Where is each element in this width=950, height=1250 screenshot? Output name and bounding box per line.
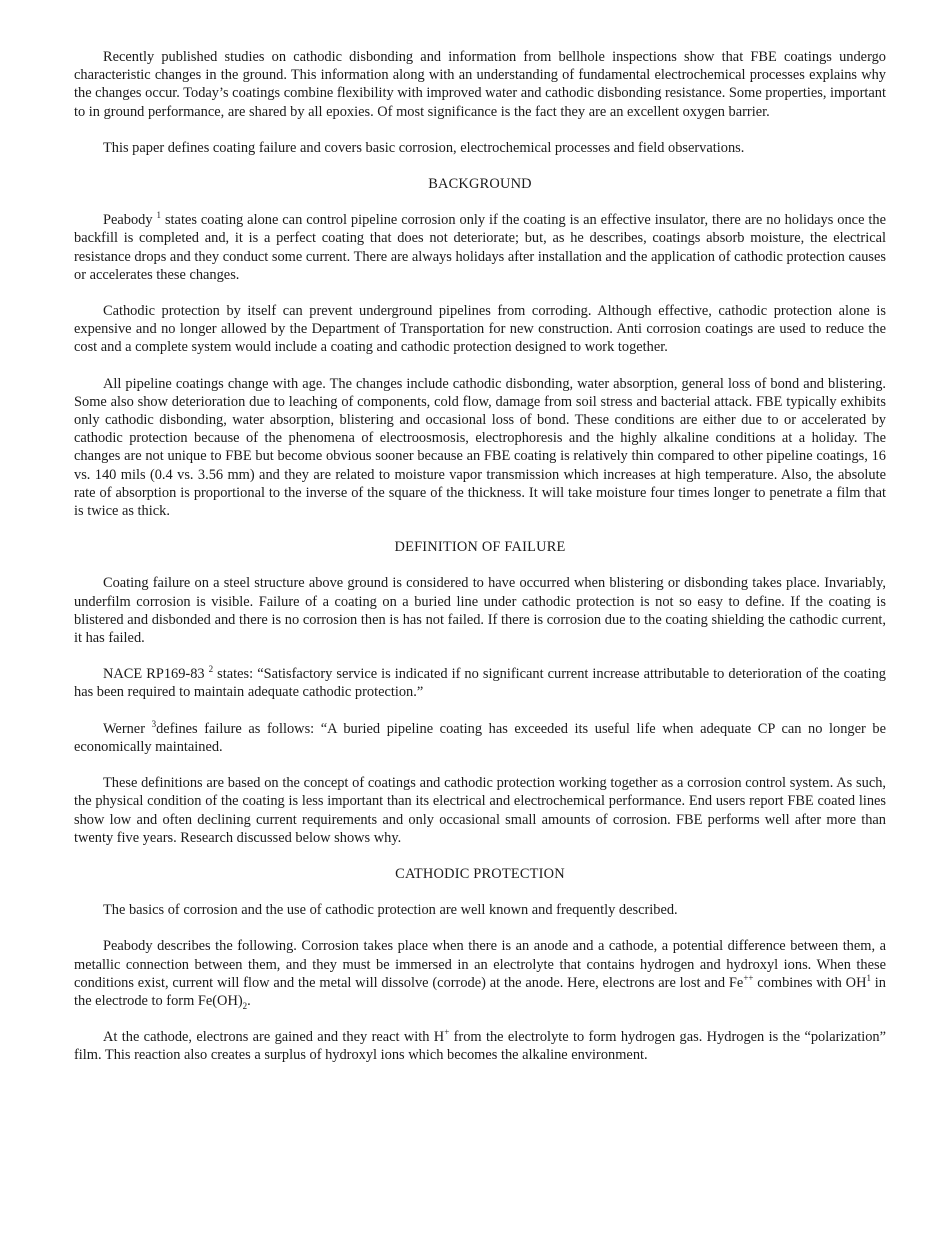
charge-superscript: +: [444, 1027, 450, 1038]
definition-paragraph-4: These definitions are based on the concept of coatings and cathodic protection working together as a corrosion control system. As such, the physical condition of the coating is less important than its electrical and electrochemical performance. End users report FBE coated lines show low and often declining current requirements and only occasional small amounts of corrosion. FBE performs well after more than twenty five years. Research discussed below shows why.: [74, 775, 886, 846]
charge-superscript: 1: [866, 972, 871, 983]
reference-marker: 1: [156, 210, 162, 221]
intro-paragraph-2: This paper defines coating failure and covers basic corrosion, electrochemical processes and field observations.: [103, 139, 745, 156]
cathodic-paragraph-2: Peabody describes the following. Corrosion takes place when there is an anode and a cathode, a potential difference between them, a metallic connection between them, and they must be immersed in an electrolyte that contains hydrogen and hydroxyl ions. When these conditions exist, current will flow and the metal will dissolve (corrode) at the anode. Here, electrons are lost and Fe++ combines with $OH^1$ in the electrode to form $Fe(OH)_2$.: [74, 938, 886, 1011]
cathodic-paragraph-1: The basics of corrosion and the use of cathodic protection are well known and frequently described.: [103, 902, 678, 919]
section-heading-background: BACKGROUND: [428, 176, 532, 193]
document-page: [74, 48, 886, 1083]
charge-superscript: ++: [743, 972, 754, 983]
cathodic-paragraph-3: At the cathode, electrons are gained and they react with H+ from the electrolyte to form hydrogen gas. Hydrogen is the “polarization” film. This reaction also creates a surplus of hydroxyl ions which becomes the alkaline environment.: [74, 1027, 886, 1064]
formula-subscript: 2: [242, 1000, 248, 1011]
definition-paragraph-1: Coating failure on a steel structure above ground is considered to have occurred when blistering or disbonding takes place. Invariably, underfilm corrosion is visible. Failure of a coating on a buried line under cathodic protection is not so easy to define. If the coating is blistered and disbonded and there is no corrosion then is has not failed. If there is corrosion due to the coating shielding the cathodic current, it has failed.: [74, 575, 886, 647]
background-paragraph-2: Cathodic protection by itself can prevent underground pipelines from corroding. Although effective, cathodic protection alone is expensive and no longer allowed by the Department of Transportation for new construction. Anti corrosion coatings are used to reduce the cost and a complete system would include a coating and cathodic protection designed to work together.: [74, 303, 886, 356]
background-paragraph-3: All pipeline coatings change with age. The changes include cathodic disbonding, water absorption, general loss of bond and blistering. Some also show deterioration due to leaching of components, cold flow, damage from soil stress and bacterial attack. FBE typically exhibits only cathodic disbonding, water absorption, blistering and occasional loss of bond. These conditions are either due to or accelerated by cathodic protection because of the phenomena of electroosmosis, electrophoresis and the highly alkaline conditions at a holiday. The changes are not unique to FBE but become obvious sooner because an FBE coating is relatively thin compared to other pipeline coatings, 16 vs. 140 mils (0.4 vs. 3.56 mm) and they are related to moisture vapor transmission which increases at high temperature. Also, the absolute rate of absorption is proportional to the inverse of the square of the thickness. It will take moisture four times longer to penetrate a film that is twice as thick.: [74, 375, 886, 520]
section-heading-definition-of-failure: DEFINITION OF FAILURE: [394, 539, 566, 556]
definition-paragraph-2: NACE RP169-83 $^2$ states: “Satisfactory service is indicated if no significant current increase attributable to deterioration of the coating has been required to maintain adequate cathodic protection.”: [74, 664, 886, 701]
definition-paragraph-3: Werner $^3$defines failure as follows: “A buried pipeline coating has exceeded its useful life when adequate CP can no longer be economically maintained.: [74, 718, 886, 755]
reference-marker: 2: [208, 664, 214, 675]
section-heading-cathodic-protection: CATHODIC PROTECTION: [395, 865, 565, 882]
intro-paragraph-1: Recently published studies on cathodic disbonding and information from bellhole inspections show that FBE coatings undergo characteristic changes in the ground. This information along with an understanding of fundamental electrochemical processes explains why the changes occur. Today’s coatings combine flexibility with improved water and cathodic disbonding resistance. Some properties, important to in ground performance, are shared by all epoxies. Of most significance is the fact they are an excellent oxygen barrier.: [74, 49, 886, 120]
background-paragraph-1: Peabody $^1$ states coating alone can control pipeline corrosion only if the coating is an effective insulator, there are no holidays once the backfill is completed and, it is a perfect coating that does not deteriorate; but, as he describes, coatings absorb moisture, the electrical resistance drops and they conduct some current. There are always holidays after installation and the application of cathodic protection causes or accelerates these changes.: [74, 210, 886, 283]
reference-marker: 3: [151, 718, 157, 729]
